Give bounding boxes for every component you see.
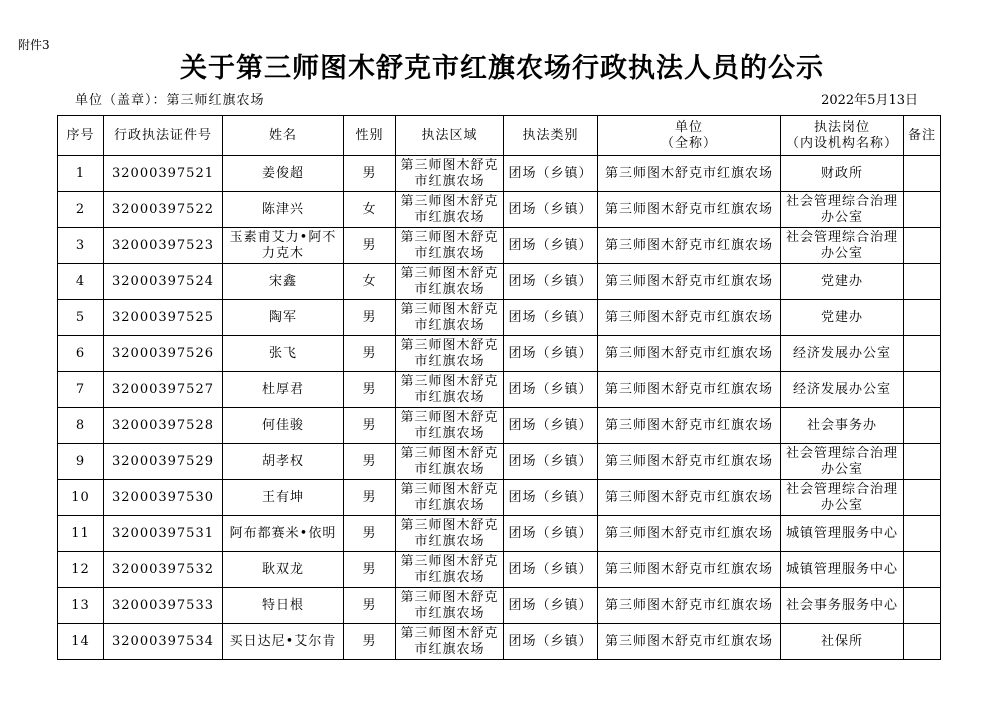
cell-post: 社会管理综合治理办公室 [781,192,904,228]
table-row [58,408,941,444]
cell-post: 党建办 [781,300,904,336]
header-cert-no: 行政执法证件号 [104,116,223,156]
cell-cert-no: 32000397526 [104,336,223,372]
cell-area: 第三师图木舒克市红旗农场 [396,336,504,372]
cell-cert-no: 32000397523 [104,228,223,264]
cell-remark [904,300,941,336]
cell-category: 团场（乡镇） [504,444,598,480]
cell-cert-no: 32000397532 [104,552,223,588]
cell-name: 张飞 [223,336,344,372]
cell-area: 第三师图木舒克市红旗农场 [396,444,504,480]
cell-name: 陶军 [223,300,344,336]
cell-cert-no: 32000397528 [104,408,223,444]
cell-name: 玉素甫艾力•阿不力克木 [223,228,344,264]
cell-name: 胡孝权 [223,444,344,480]
table-row [58,552,941,588]
header-name: 姓名 [223,116,344,156]
table-row [58,300,941,336]
cell-post: 经济发展办公室 [781,372,904,408]
header-post-line1: 执法岗位 [813,119,870,135]
cell-remark [904,336,941,372]
cell-gender: 男 [344,228,396,264]
cell-cert-no: 32000397522 [104,192,223,228]
header-unit-line2: （全称） [660,135,717,151]
cell-gender: 男 [344,444,396,480]
cell-index: 5 [58,300,104,336]
cell-area: 第三师图木舒克市红旗农场 [396,372,504,408]
cell-gender: 男 [344,408,396,444]
cell-remark [904,372,941,408]
cell-index: 11 [58,516,104,552]
cell-unit: 第三师图木舒克市红旗农场 [598,552,781,588]
cell-post: 社会事务办 [781,408,904,444]
attachment-label: 附件3 [18,38,50,52]
cell-name: 特日根 [223,588,344,624]
cell-category: 团场（乡镇） [504,408,598,444]
cell-gender: 男 [344,480,396,516]
cell-index: 10 [58,480,104,516]
cell-name: 耿双龙 [223,552,344,588]
cell-remark [904,516,941,552]
cell-unit: 第三师图木舒克市红旗农场 [598,300,781,336]
cell-post: 社会管理综合治理办公室 [781,444,904,480]
cell-cert-no: 32000397533 [104,588,223,624]
cell-unit: 第三师图木舒克市红旗农场 [598,228,781,264]
cell-category: 团场（乡镇） [504,228,598,264]
cell-post: 社会事务服务中心 [781,588,904,624]
cell-unit: 第三师图木舒克市红旗农场 [598,588,781,624]
cell-index: 3 [58,228,104,264]
cell-area: 第三师图木舒克市红旗农场 [396,516,504,552]
cell-category: 团场（乡镇） [504,264,598,300]
cell-index: 14 [58,624,104,660]
cell-unit: 第三师图木舒克市红旗农场 [598,408,781,444]
cell-area: 第三师图木舒克市红旗农场 [396,264,504,300]
cell-unit: 第三师图木舒克市红旗农场 [598,444,781,480]
cell-post: 城镇管理服务中心 [781,552,904,588]
cell-gender: 男 [344,588,396,624]
cell-gender: 男 [344,372,396,408]
cell-name: 陈津兴 [223,192,344,228]
cell-index: 4 [58,264,104,300]
cell-area: 第三师图木舒克市红旗农场 [396,156,504,192]
cell-category: 团场（乡镇） [504,192,598,228]
cell-unit: 第三师图木舒克市红旗农场 [598,516,781,552]
cell-post: 经济发展办公室 [781,336,904,372]
table-row [58,588,941,624]
cell-category: 团场（乡镇） [504,480,598,516]
cell-gender: 男 [344,552,396,588]
cell-category: 团场（乡镇） [504,516,598,552]
cell-remark [904,588,941,624]
cell-cert-no: 32000397531 [104,516,223,552]
cell-category: 团场（乡镇） [504,156,598,192]
cell-category: 团场（乡镇） [504,300,598,336]
cell-area: 第三师图木舒克市红旗农场 [396,300,504,336]
cell-index: 12 [58,552,104,588]
cell-cert-no: 32000397524 [104,264,223,300]
cell-area: 第三师图木舒克市红旗农场 [396,408,504,444]
cell-index: 13 [58,588,104,624]
header-index: 序号 [58,116,104,156]
cell-name: 杜厚君 [223,372,344,408]
header-remark: 备注 [904,116,941,156]
cell-area: 第三师图木舒克市红旗农场 [396,480,504,516]
cell-gender: 女 [344,192,396,228]
header-area: 执法区域 [396,116,504,156]
cell-gender: 女 [344,264,396,300]
cell-area: 第三师图木舒克市红旗农场 [396,192,504,228]
cell-cert-no: 32000397527 [104,372,223,408]
cell-cert-no: 32000397525 [104,300,223,336]
cell-post: 社会管理综合治理办公室 [781,480,904,516]
cell-category: 团场（乡镇） [504,336,598,372]
cell-gender: 男 [344,156,396,192]
table-row [58,444,941,480]
cell-remark [904,480,941,516]
cell-area: 第三师图木舒克市红旗农场 [396,228,504,264]
table-row [58,264,941,300]
cell-cert-no: 32000397530 [104,480,223,516]
cell-name: 何佳骏 [223,408,344,444]
cell-unit: 第三师图木舒克市红旗农场 [598,336,781,372]
cell-unit: 第三师图木舒克市红旗农场 [598,624,781,660]
cell-unit: 第三师图木舒克市红旗农场 [598,156,781,192]
header-category: 执法类别 [504,116,598,156]
table-row [58,516,941,552]
cell-index: 6 [58,336,104,372]
cell-cert-no: 32000397529 [104,444,223,480]
enforcement-personnel-table [57,115,941,660]
cell-gender: 男 [344,624,396,660]
table-body [58,156,941,660]
publish-date: 2022年5月13日 [821,93,918,108]
cell-remark [904,264,941,300]
header-post-line2: （内设机构名称） [785,135,898,151]
cell-remark [904,192,941,228]
cell-category: 团场（乡镇） [504,552,598,588]
cell-post: 社会管理综合治理办公室 [781,228,904,264]
cell-category: 团场（乡镇） [504,624,598,660]
table-row [58,372,941,408]
cell-post: 城镇管理服务中心 [781,516,904,552]
cell-area: 第三师图木舒克市红旗农场 [396,552,504,588]
cell-name: 阿布都赛米•依明 [223,516,344,552]
table-row [58,480,941,516]
cell-index: 2 [58,192,104,228]
cell-index: 7 [58,372,104,408]
page-title: 关于第三师图木舒克市红旗农场行政执法人员的公示 [180,53,824,84]
cell-cert-no: 32000397534 [104,624,223,660]
cell-remark [904,156,941,192]
cell-remark [904,408,941,444]
cell-area: 第三师图木舒克市红旗农场 [396,624,504,660]
header-unit-line1: 单位 [674,119,703,135]
cell-category: 团场（乡镇） [504,372,598,408]
table-row [58,336,941,372]
table-header-row [58,116,941,156]
cell-cert-no: 32000397521 [104,156,223,192]
cell-name: 姜俊超 [223,156,344,192]
cell-post: 社保所 [781,624,904,660]
cell-unit: 第三师图木舒克市红旗农场 [598,480,781,516]
table-row [58,192,941,228]
cell-unit: 第三师图木舒克市红旗农场 [598,264,781,300]
issuing-unit-line: 单位（盖章）：第三师红旗农场 [75,93,265,108]
cell-gender: 男 [344,336,396,372]
cell-remark [904,228,941,264]
header-post [781,116,904,156]
table-row [58,228,941,264]
header-gender: 性别 [344,116,396,156]
cell-area: 第三师图木舒克市红旗农场 [396,588,504,624]
cell-index: 8 [58,408,104,444]
cell-remark [904,444,941,480]
cell-unit: 第三师图木舒克市红旗农场 [598,372,781,408]
cell-name: 宋鑫 [223,264,344,300]
cell-index: 1 [58,156,104,192]
cell-category: 团场（乡镇） [504,588,598,624]
cell-index: 9 [58,444,104,480]
cell-remark [904,624,941,660]
cell-post: 党建办 [781,264,904,300]
table-row [58,624,941,660]
cell-gender: 男 [344,300,396,336]
cell-name: 买日达尼•艾尔肯 [223,624,344,660]
cell-name: 王有坤 [223,480,344,516]
cell-remark [904,552,941,588]
cell-post: 财政所 [781,156,904,192]
table-row [58,156,941,192]
cell-gender: 男 [344,516,396,552]
cell-unit: 第三师图木舒克市红旗农场 [598,192,781,228]
header-unit [598,116,781,156]
